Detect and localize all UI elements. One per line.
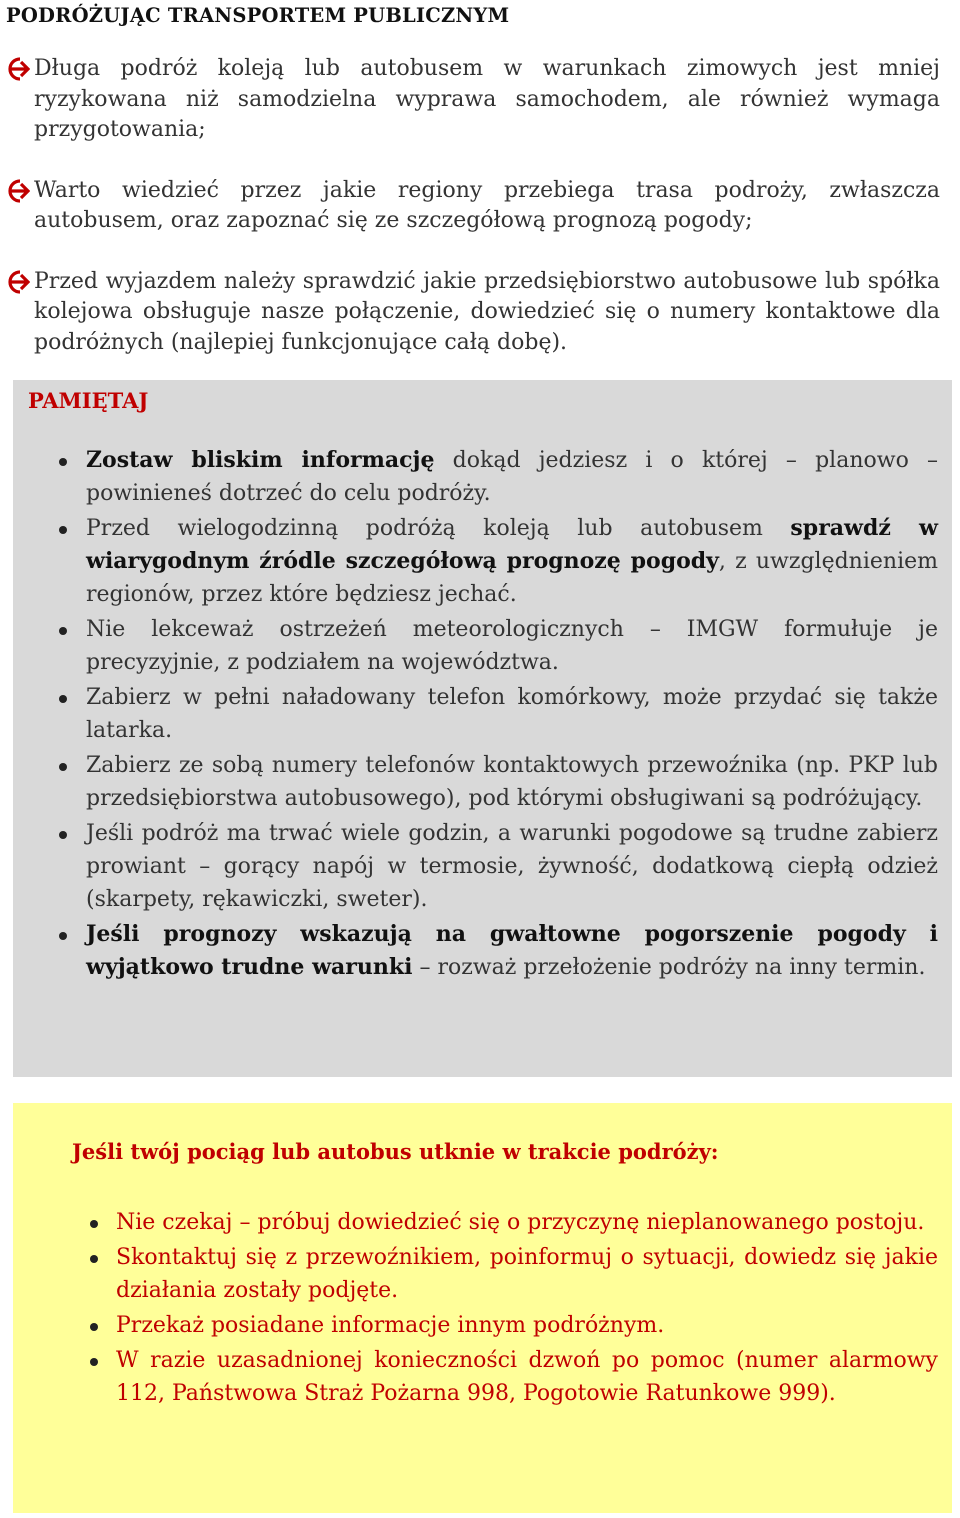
remember-box [13,380,952,1077]
intro-item [0,54,960,146]
page-title: PODRÓŻUJĄC TRANSPORTEM PUBLICZNYM [6,4,510,27]
intro-text: Przed wyjazdem należy sprawdzić jakie przedsiębiorstwo autobusowe lub spółka kolejowa obsługuje nasze połączenie, dowiedzieć się o numery kontaktowe dla podróżnych (najlepiej funkcjonujące całą dobę). [34,268,940,355]
intro-item [0,176,960,237]
intro-text: Warto wiedzieć przez jakie regiony przebiega trasa podroży, zwłaszcza autobusem, oraz zapoznać się ze szczegółową prognozą pogody; [34,177,940,233]
bullet-dot-icon [90,1323,98,1331]
bullet-dot-icon [90,1358,98,1366]
bullet-dot-icon [59,627,67,635]
intro-item [0,267,960,359]
alert-title: Jeśli twój pociąg lub autobus utknie w trakcie podróży: [72,1139,719,1164]
bullet-dot-icon [90,1255,98,1263]
bullet-dot-icon [90,1220,98,1228]
bullet-dot-icon [59,763,67,771]
list-item: Zostaw bliskim informację dokąd jedziesz i o której – planowo – powinieneś dotrzeć do celu podróży. [13,444,952,510]
list-item: Przekaż posiadane informacje innym podróżnym. [13,1309,952,1342]
list-item: Zabierz w pełni naładowany telefon komórkowy, może przydać się także latarka. [13,681,952,747]
remember-title: PAMIĘTAJ [28,388,149,413]
remember-list [13,444,952,986]
list-item: Przed wielogodzinną podróżą koleją lub autobusem sprawdź w wiarygodnym źródle szczegółową prognozę pogody, z uwzględnieniem regionów, przez które będziesz jechać. [13,512,952,611]
bullet-dot-icon [59,932,67,940]
list-item: Skontaktuj się z przewoźnikiem, poinformuj o sytuacji, dowiedz się jakie działania zostały podjęte. [13,1241,952,1307]
bullet-dot-icon [59,831,67,839]
list-item: Nie lekceważ ostrzeżeń meteorologicznych – IMGW formułuje je precyzyjnie, z podziałem na województwa. [13,613,952,679]
list-item: Jeśli podróż ma trwać wiele godzin, a warunki pogodowe są trudne zabierz prowiant – gorący napój w termosie, żywność, dodatkową ciepłą odzież (skarpety, rękawiczki, sweter). [13,817,952,916]
list-item: Zabierz ze sobą numery telefonów kontaktowych przewoźnika (np. PKP lub przedsiębiorstwa autobusowego), pod którymi obsługiwani są podróżujący. [13,749,952,815]
bullet-dot-icon [59,695,67,703]
alert-box [13,1103,952,1513]
intro-text: Długa podróż koleją lub autobusem w warunkach zimowych jest mniej ryzykowana niż samodzielna wyprawa samochodem, ale również wymaga przygotowania; [34,56,940,142]
list-item: Nie czekaj – próbuj dowiedzieć się o przyczynę nieplanowanego postoju. [13,1206,952,1239]
arrow-right-icon [4,56,30,82]
list-item: Jeśli prognozy wskazują na gwałtowne pogorszenie pogody i wyjątkowo trudne warunki – rozważ przełożenie podróży na inny termin. [13,918,952,984]
bullet-dot-icon [59,458,67,466]
arrow-right-icon [4,269,30,295]
arrow-right-icon [4,178,30,204]
list-item: W razie uzasadnionej konieczności dzwoń po pomoc (numer alarmowy 112, Państwowa Straż Pożarna 998, Pogotowie Ratunkowe 999). [13,1344,952,1410]
alert-list [13,1206,952,1412]
intro-list [0,54,960,388]
bullet-dot-icon [59,526,67,534]
